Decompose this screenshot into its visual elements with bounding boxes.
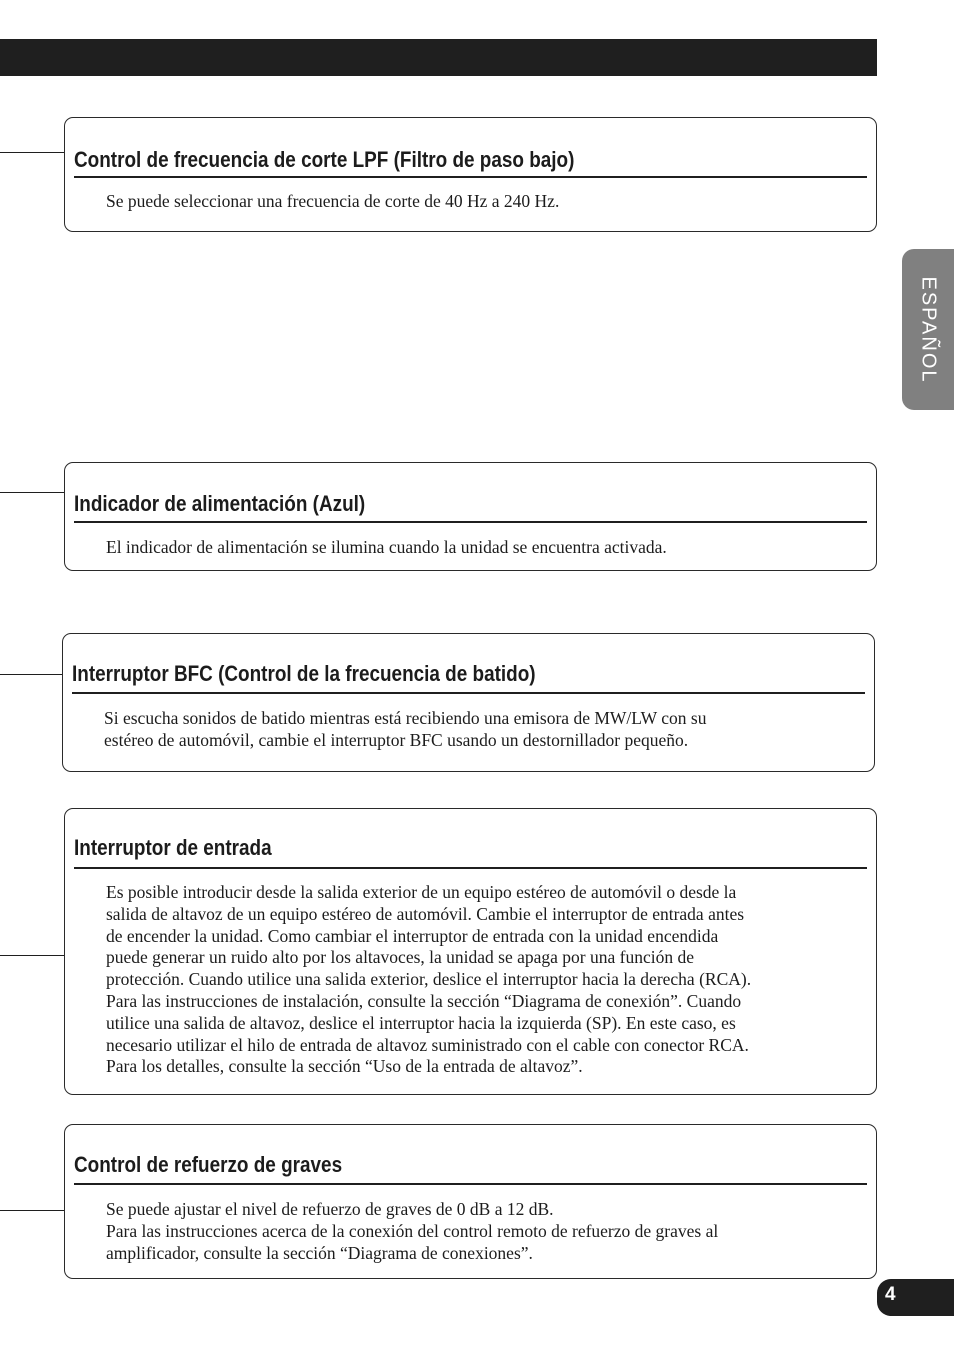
- title-rule: [74, 867, 867, 869]
- leader-line: [0, 674, 62, 675]
- language-tab-label: ESPAÑOL: [917, 276, 940, 383]
- section-body: [106, 882, 751, 1078]
- page-number: 4: [885, 1284, 896, 1305]
- section-title: Control de frecuencia de corte LPF (Filtro de paso bajo): [74, 147, 575, 172]
- leader-line: [0, 152, 64, 153]
- language-tab: [902, 249, 954, 410]
- section-body: [106, 1199, 718, 1264]
- page-number-badge: [877, 1279, 954, 1316]
- body-line: amplificador, consulte la sección “Diagrama de conexiones”.: [106, 1242, 533, 1263]
- section-title: Interruptor de entrada: [74, 835, 272, 860]
- title-rule: [74, 176, 867, 178]
- body-line: puede generar un ruido alto por los altavoces, la unidad se apaga por una función de: [106, 947, 694, 968]
- section-title: Indicador de alimentación (Azul): [74, 491, 366, 516]
- title-rule: [74, 521, 867, 523]
- title-rule: [72, 692, 865, 694]
- section-input-switch: [64, 808, 877, 1095]
- section-body: [104, 708, 706, 752]
- section-bfc-switch: [62, 633, 875, 772]
- body-line: Para las instrucciones acerca de la conexión del control remoto de refuerzo de graves al: [106, 1220, 719, 1241]
- body-line: Es posible introducir desde la salida exterior de un equipo estéreo de automóvil o desde la: [106, 882, 737, 902]
- leader-line: [0, 1210, 64, 1211]
- leader-line: [0, 492, 64, 493]
- body-line: de encender la unidad. Como cambiar el interruptor de entrada con la unidad encendida: [106, 925, 719, 946]
- body-line: Se puede ajustar el nivel de refuerzo de graves de 0 dB a 12 dB.: [106, 1199, 554, 1219]
- title-rule: [74, 1183, 867, 1185]
- body-line: Para los detalles, consulte la sección “Uso de la entrada de altavoz”.: [106, 1056, 583, 1077]
- body-line: utilice una salida de altavoz, deslice el interruptor hacia la izquierda (SP). En este caso, es: [106, 1012, 736, 1033]
- section-title: Interruptor BFC (Control de la frecuencia de batido): [72, 661, 536, 686]
- section-title: Control de refuerzo de graves: [74, 1152, 343, 1177]
- body-line: necesario utilizar el hilo de entrada de altavoz suministrado con el cable con conector RCA.: [106, 1034, 749, 1055]
- section-body: El indicador de alimentación se ilumina cuando la unidad se encuentra activada.: [106, 537, 667, 557]
- header-bar: [0, 39, 877, 76]
- body-line: salida de altavoz de un equipo estéreo de automóvil. Cambie el interruptor de entrada antes: [106, 903, 745, 924]
- section-body: Se puede seleccionar una frecuencia de corte de 40 Hz a 240 Hz.: [106, 191, 560, 211]
- section-bass-boost: [64, 1124, 877, 1279]
- body-line: estéreo de automóvil, cambie el interruptor BFC usando un destornillador pequeño.: [104, 729, 689, 750]
- body-line: Si escucha sonidos de batido mientras está recibiendo una emisora de MW/LW con su: [104, 708, 707, 728]
- body-line: Para las instrucciones de instalación, consulte la sección “Diagrama de conexión”. Cuando: [106, 990, 742, 1011]
- body-line: protección. Cuando utilice una salida exterior, deslice el interruptor hacia la derecha (RCA).: [106, 969, 752, 990]
- section-power-indicator: [64, 462, 877, 571]
- section-lpf: [64, 117, 877, 232]
- leader-line: [0, 955, 64, 956]
